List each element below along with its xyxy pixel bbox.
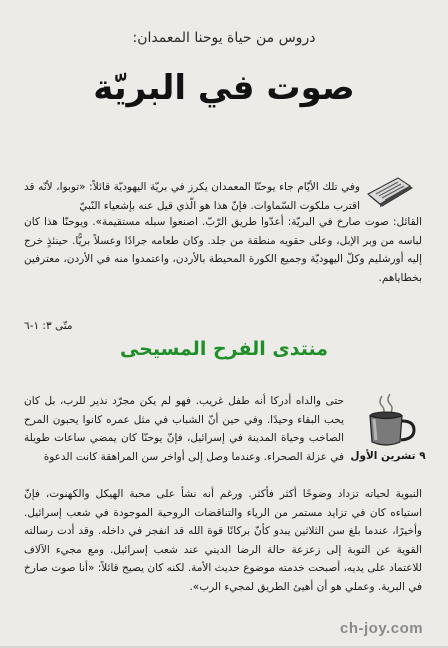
paragraph-body-continued: النبوية لحياته تزداد وضوحًا أكثر فأكثر. ورغم أنه نشأ على محبة الهيكل والكهنوت، فإنّ استياءه كان في تزايد مستمر من الرياء والتناقضات الروحية الموجودة في شعب إسرائيل. وأخيرًا، عندما بلغ سن الثلاثين يبدو كأنّ بركانًا قوة الله قد انفجر في داخله. وقد أدت رسالته القوية عن التوبة إلى زعزعة حالة الرضا الديني عند شعب إسرائيل. ومع مجيء الآلاف للاعتماد على يديه، أصبحت خدمته موضوع حديث الأمة. لكنه كان يصيح قائلاً: «أنا صوت صارخ في البرية. وعملي هو أن أهيئ الطريق لمجيء الرب». <box>24 488 422 593</box>
watermark: ch-joy.com <box>340 620 424 637</box>
series-title: دروس من حياة يوحنا المعمدان: <box>132 30 316 46</box>
paragraph-body: حتى والداه أدركا أنه طفل غريب. فهو لم يكن مجرّد نذير للرب، بل كان يحب البقاء وحيدًا. وفي حين أنّ الشباب في مثل عمره كانوا يحبون المرح الصاخب وحياة المدينة في إسرائيل، فإنّ يوحنّا كان يمضي ساعات طويلة في عزلة الصحراء. وعندما وصل إلى أواخر سن المراهقة كانت الدعوة <box>24 395 344 463</box>
page-title: صوت في البريّة <box>93 68 355 108</box>
coffee-mug-icon <box>362 390 420 450</box>
date-label: ٩ تشرين الأول <box>350 450 426 462</box>
forum-banner: منتدى الفرح المسيحى <box>119 338 329 360</box>
paragraph-intro-continued: القائل: صوت صارخ في البريّة: أعدّوا طريق الرّبّ. اصنعوا سبله مستقيمة». ويوحنّا هذا كان لباسه من وبر الإبل، وعلى حقويه منطقة من جلد. وكان طعامه جرادًا وعسلاً بريًّا. حينئذٍ خرج إليه أورشليم وكلّ اليهوديّة وجميع الكورة المحيطة بالأردن، واعتمدوا منه في الأردن، معترفين بخطاياهم. <box>24 216 422 284</box>
newspaper-icon <box>364 174 416 210</box>
scripture-reference: متّى ٣: ١-٦ <box>24 320 73 332</box>
paragraph-intro: وفي تلك الأيّام جاء يوحنّا المعمدان يكرز في بريّة اليهوديّة قائلاً: «توبوا، لأنّه قد اقترب ملكوت السّماوات. فإنّ هذا هو الّذي قيل عنه بإشعياء النّبيّ <box>24 181 360 212</box>
